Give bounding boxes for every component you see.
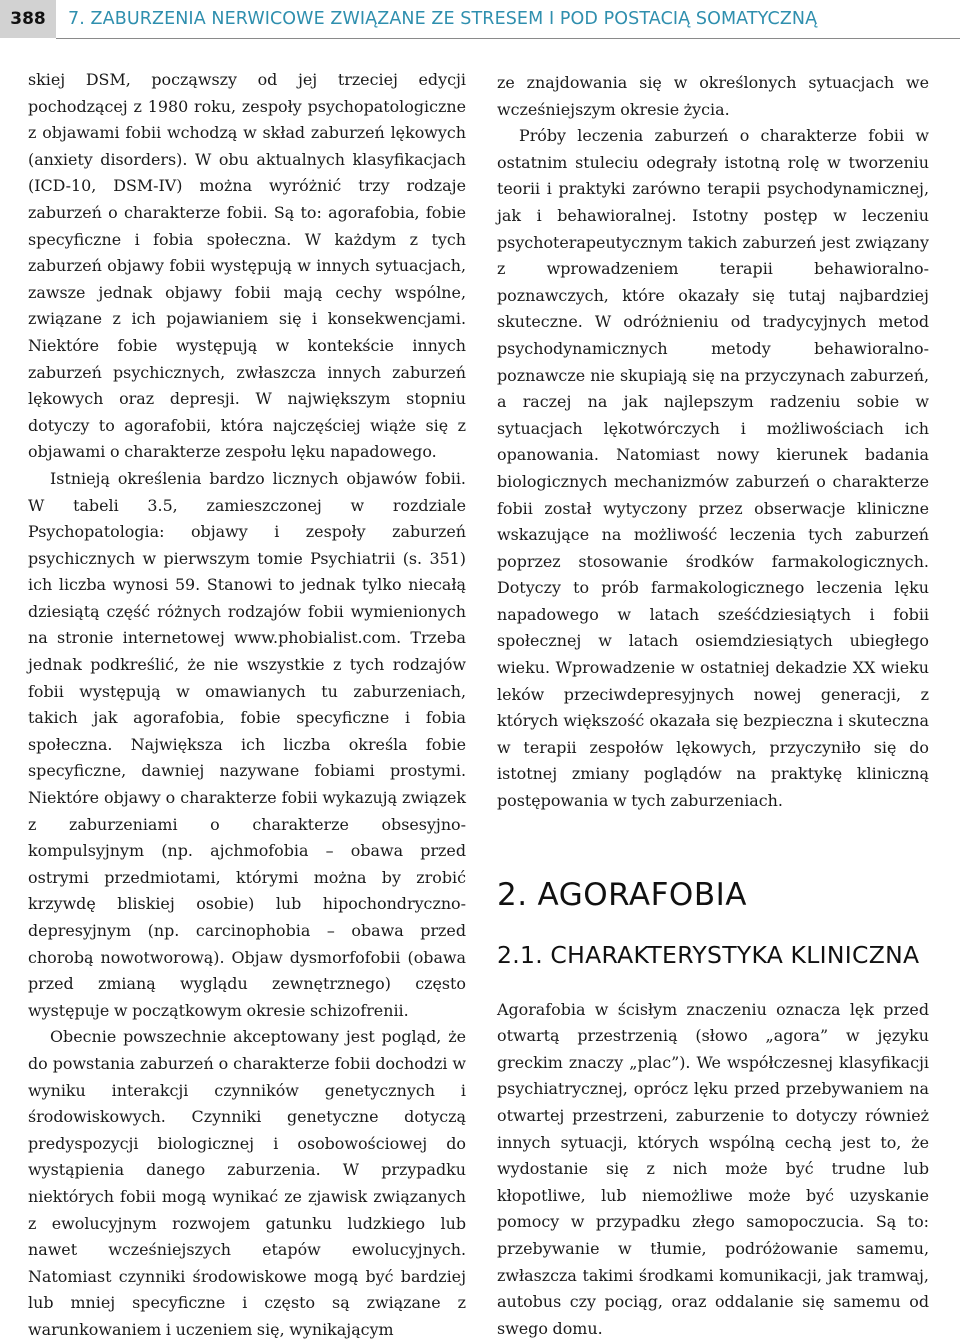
paragraph: Obecnie powszechnie akceptowany jest pogląd, że do powstania zaburzeń o charakterze fobii dochodzi w wyniku interakcji czynników genetycznych i środowiskowych. Czynniki genetyczne dotyczą predyspozycji biologicznej i osobowościowej do wystąpienia danego zaburzenia. W przypadku niektórych fobii mogą wynikać ze zjawisk związanych z ewolucyjnym rozwojem gatunku ludzkiego lub nawet wcześniejszych etapów ewolucyjnych. Natomiast czynniki środowiskowe mogą być bardziej lub mniej specyficzne i często są związane z warunkowaniem i uczeniem się, wynikającym <box>28 1027 466 1339</box>
paragraph: skiej DSM, począwszy od jej trzeciej edycji pochodzącej z 1980 roku, zespoły psychopatologiczne z objawami fobii wchodzą w skład zaburzeń lękowych (anxiety disorders). W obu aktualnych klasyfikacjach (ICD-10, DSM-IV) można wyróżnić trzy rodzaje zaburzeń o charakterze fobii. Są to: agorafobia, fobie specyficzne i fobia społeczna. W każdym z tych zaburzeń objawy fobii występują w innych sytuacjach, zawsze jednak objawy fobii mają cechy wspólne, związane z ich pojawianiem się i konsekwencjami. Niektóre fobie występują w kontekście innych zaburzeń psychicznych, zwłaszcza innych zaburzeń lękowych oraz depresji. W największym stopniu dotyczy to agorafobii, która najczęściej wiąże się z objawami o charakterze zespołu lęku napadowego. <box>28 70 466 462</box>
page-header <box>0 0 960 44</box>
section-heading: 2. AGORAFOBIA <box>497 876 747 913</box>
subsection-heading: 2.1. CHARAKTERYSTYKA KLINICZNA <box>497 940 920 969</box>
paragraph: Agorafobia w ścisłym znaczeniu oznacza lęk przed otwartą przestrzenią (słowo „agora” w języku greckim znaczy „plac”). We współczesnej klasyfikacji psychiatrycznej, oprócz lęku przed przebywaniem na otwartej przestrzeni, zaburzenie to dotyczy również innych sytuacji, których wspólną cechą jest to, że wydostanie się z nich może być trudne lub kłopotliwe, lub niemożliwe może być uzyskanie pomocy w przypadku złego samopoczucia. Są to: przebywanie w tłumie, podróżowanie samemu, zwłaszcza takimi środkami komunikacji, jak tramwaj, autobus czy pociąg, oraz oddalanie się samemu od swego domu. <box>497 999 929 1338</box>
header-rule <box>56 38 960 39</box>
paragraph: Istnieją określenia bardzo licznych objawów fobii. W tabeli 3.5, zamieszczonej w rozdziale Psychopatologia: objawy i zespoły zaburzeń psychicznych w pierwszym tomie Psychiatrii (s. 351) ich liczba wynosi 59. Stanowi to jednak tylko niecałą dziesiątą część różnych rodzajów fobii wymienionych na stronie internetowej www.phobialist.com. Trzeba jednak podkreślić, że nie wszystkie z tych rodzajów fobii występują w omawianych tu zaburzeniach, takich jak agorafobia, fobie specyficzne i fobia społeczna. Największa ich liczba określa fobie specyficzne, dawniej nazywane fobiami prostymi. Niektóre objawy o charakterze fobii wykazują związek z zaburzeniami o charakterze obsesyjno-kompulsyjnym (np. ajchmofobia – obawa przed ostrymi przedmiotami, którymi można by zrobić krzywdę bliskiej osobie) lub hipochondryczno-depresyjnym (np. carcinophobia – obawa przed chorobą nowotworową). Objaw dysmorfofobii (obawa przed zmianą wyglądu zewnętrznego) często występuje w początkowym okresie schizofrenii. <box>28 468 466 1020</box>
left-column <box>28 67 466 1344</box>
paragraph: ze znajdowania się w określonych sytuacjach we wcześniejszym okresie życia. <box>497 73 929 119</box>
paragraph: Próby leczenia zaburzeń o charakterze fobii w ostatnim stuleciu odegrały istotną rolę w tworzeniu teorii i praktyki zarówno terapii psychodynamicznej, jak i behawioralnej. Istotny postęp w leczeniu psychoterapeutycznym takich zaburzeń jest związany z wprowadzeniem terapii behawioralno-poznawczych, które okazały się tutaj najbardziej skuteczne. W odróżnieniu od tradycyjnych metod psychodynamicznych metody behawioralno-poznawcze nie skupiają się na przyczynach zaburzeń, a raczej na jak najlepszym radzeniu sobie w sytuacjach lękotwórczych i możliwościach ich opanowania. Natomiast nowy kierunek badania biologicznych mechanizmów zaburzeń o charakterze fobii został wytyczony przez obserwacje kliniczne wskazujące na możliwość leczenia tych zaburzeń poprzez stosowanie środków farmakologicznych. Dotyczy to prób farmakologicznego leczenia lęku napadowego w latach sześćdziesiątych i fobii społecznej w latach osiemdziesiątych ubiegłego wieku. Wprowadzenie w ostatniej dekadzie XX wieku leków przeciwdepresyjnych nowej generacji, z których większość okazała się bezpieczna i skuteczna w terapii zespołów lękowych, przyczyniło się do istotnej zmiany poglądów na praktykę kliniczną postępowania w tych zaburzeniach. <box>497 126 929 811</box>
right-column <box>497 70 929 1342</box>
page-number: 388 <box>0 0 56 38</box>
running-head: 7. ZABURZENIA NERWICOWE ZWIĄZANE ZE STRESEM I POD POSTACIĄ SOMATYCZNĄ <box>68 9 818 29</box>
